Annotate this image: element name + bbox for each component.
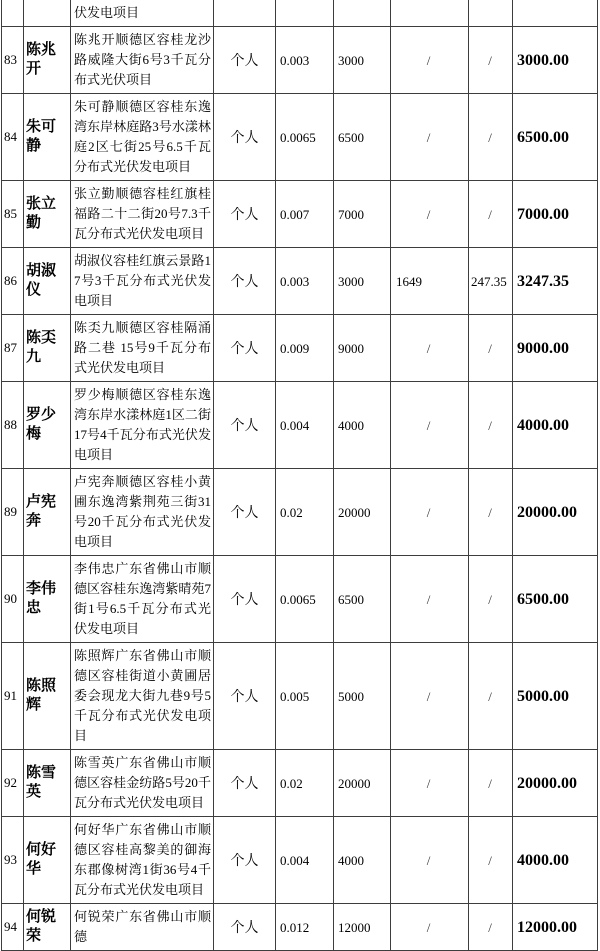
- table-row: [2, 469, 598, 556]
- amount-value: 4000: [334, 382, 391, 469]
- generation-value: /: [391, 315, 469, 382]
- applicant-type: 个人: [214, 750, 276, 817]
- row-index: 92: [2, 750, 24, 817]
- owner-name: 罗少梅: [24, 382, 71, 469]
- amount-value: 4000: [334, 817, 391, 904]
- owner-name: 陈兆开: [24, 27, 71, 94]
- capacity-value: [276, 0, 334, 27]
- generation-value: /: [391, 181, 469, 248]
- project-description: 张立勤顺德容桂红旗桂福路二十二街20号7.3千瓦分布式光伏发电项目: [71, 181, 214, 248]
- capacity-value: 0.0065: [276, 556, 334, 643]
- generation-amount: [469, 0, 513, 27]
- owner-name: 陈雪英: [24, 750, 71, 817]
- table-row-carryover: [2, 0, 598, 27]
- amount-value: 20000: [334, 750, 391, 817]
- applicant-type: 个人: [214, 248, 276, 315]
- total-amount: 20000.00: [513, 750, 598, 817]
- owner-name: 李伟忠: [24, 556, 71, 643]
- subsidy-table: [1, 0, 598, 951]
- owner-name: [24, 0, 71, 27]
- capacity-value: 0.004: [276, 817, 334, 904]
- table-row: [2, 817, 598, 904]
- project-description: 李伟忠广东省佛山市顺德区容桂东逸湾紫晴苑7街1号6.5千瓦分布式光伏发电项目: [71, 556, 214, 643]
- generation-amount: 247.35: [469, 248, 513, 315]
- capacity-value: 0.005: [276, 643, 334, 750]
- total-amount: 5000.00: [513, 643, 598, 750]
- row-index: 86: [2, 248, 24, 315]
- applicant-type: 个人: [214, 27, 276, 94]
- generation-value: /: [391, 382, 469, 469]
- generation-value: /: [391, 904, 469, 951]
- project-description: 罗少梅顺德区容桂东逸湾东岸水漾林庭1区二街17号4千瓦分布式光伏发电项目: [71, 382, 214, 469]
- applicant-type: [214, 0, 276, 27]
- row-index: [2, 0, 24, 27]
- total-amount: 4000.00: [513, 817, 598, 904]
- generation-value: /: [391, 556, 469, 643]
- capacity-value: 0.003: [276, 27, 334, 94]
- row-index: 91: [2, 643, 24, 750]
- owner-name: 胡淑仪: [24, 248, 71, 315]
- amount-value: 12000: [334, 904, 391, 951]
- row-index: 93: [2, 817, 24, 904]
- applicant-type: 个人: [214, 643, 276, 750]
- generation-value: /: [391, 469, 469, 556]
- project-description: 陈照辉广东省佛山市顺德区容桂街道小黄圃居委会现龙大街九巷9号5千瓦分布式光伏发电项目: [71, 643, 214, 750]
- owner-name: 何好华: [24, 817, 71, 904]
- table-row: [2, 750, 598, 817]
- generation-value: /: [391, 94, 469, 181]
- amount-value: 3000: [334, 27, 391, 94]
- generation-value: /: [391, 643, 469, 750]
- project-description: 伏发电项目: [71, 0, 214, 27]
- amount-value: 6500: [334, 94, 391, 181]
- generation-amount: /: [469, 817, 513, 904]
- capacity-value: 0.02: [276, 469, 334, 556]
- row-index: 87: [2, 315, 24, 382]
- amount-value: 5000: [334, 643, 391, 750]
- row-index: 89: [2, 469, 24, 556]
- capacity-value: 0.009: [276, 315, 334, 382]
- total-amount: 4000.00: [513, 382, 598, 469]
- table-row: [2, 556, 598, 643]
- project-description: 胡淑仪容桂红旗云景路17号3千瓦分布式光伏发电项目: [71, 248, 214, 315]
- generation-amount: /: [469, 904, 513, 951]
- owner-name: 何锐荣: [24, 904, 71, 951]
- row-index: 94: [2, 904, 24, 951]
- applicant-type: 个人: [214, 382, 276, 469]
- applicant-type: 个人: [214, 94, 276, 181]
- total-amount: 6500.00: [513, 556, 598, 643]
- applicant-type: 个人: [214, 315, 276, 382]
- generation-value: 1649: [391, 248, 469, 315]
- project-description: 陈奀九顺德区容桂隔涌路二巷 15号9千瓦分布式光伏发电项目: [71, 315, 214, 382]
- table-row: [2, 904, 598, 951]
- amount-value: [334, 0, 391, 27]
- applicant-type: 个人: [214, 469, 276, 556]
- total-amount: [513, 0, 598, 27]
- row-index: 84: [2, 94, 24, 181]
- total-amount: 6500.00: [513, 94, 598, 181]
- generation-amount: /: [469, 181, 513, 248]
- amount-value: 20000: [334, 469, 391, 556]
- amount-value: 3000: [334, 248, 391, 315]
- project-description: 陈雪英广东省佛山市顺德区容桂金纺路5号20千瓦分布式光伏发电项目: [71, 750, 214, 817]
- generation-value: /: [391, 817, 469, 904]
- amount-value: 7000: [334, 181, 391, 248]
- generation-value: /: [391, 750, 469, 817]
- table-row: [2, 181, 598, 248]
- total-amount: 3000.00: [513, 27, 598, 94]
- amount-value: 6500: [334, 556, 391, 643]
- project-description: 卢宪奔顺德区容桂小黄圃东逸湾紫荆苑三街31号20千瓦分布式光伏发电项目: [71, 469, 214, 556]
- table-row: [2, 248, 598, 315]
- amount-value: 9000: [334, 315, 391, 382]
- generation-amount: /: [469, 315, 513, 382]
- owner-name: 卢宪奔: [24, 469, 71, 556]
- generation-amount: /: [469, 382, 513, 469]
- owner-name: 陈奀九: [24, 315, 71, 382]
- owner-name: 陈照辉: [24, 643, 71, 750]
- project-description: 何锐荣广东省佛山市顺德: [71, 904, 214, 951]
- applicant-type: 个人: [214, 181, 276, 248]
- total-amount: 20000.00: [513, 469, 598, 556]
- generation-amount: /: [469, 469, 513, 556]
- applicant-type: 个人: [214, 904, 276, 951]
- table-row: [2, 94, 598, 181]
- total-amount: 3247.35: [513, 248, 598, 315]
- row-index: 85: [2, 181, 24, 248]
- capacity-value: 0.0065: [276, 94, 334, 181]
- project-description: 朱可静顺德区容桂东逸湾东岸林庭路3号水漾林庭2区七街25号6.5千瓦分布式光伏发电项目: [71, 94, 214, 181]
- generation-amount: /: [469, 94, 513, 181]
- capacity-value: 0.012: [276, 904, 334, 951]
- project-description: 何好华广东省佛山市顺德区容桂高黎美的御海东郡像树湾1街36号4千瓦分布式光伏发电项目: [71, 817, 214, 904]
- total-amount: 9000.00: [513, 315, 598, 382]
- generation-value: [391, 0, 469, 27]
- total-amount: 7000.00: [513, 181, 598, 248]
- generation-value: /: [391, 27, 469, 94]
- generation-amount: /: [469, 27, 513, 94]
- applicant-type: 个人: [214, 817, 276, 904]
- table-row: [2, 315, 598, 382]
- table-row: [2, 27, 598, 94]
- table-row: [2, 382, 598, 469]
- capacity-value: 0.007: [276, 181, 334, 248]
- owner-name: 张立勤: [24, 181, 71, 248]
- capacity-value: 0.02: [276, 750, 334, 817]
- total-amount: 12000.00: [513, 904, 598, 951]
- generation-amount: /: [469, 750, 513, 817]
- generation-amount: /: [469, 556, 513, 643]
- applicant-type: 个人: [214, 556, 276, 643]
- table-row: [2, 643, 598, 750]
- capacity-value: 0.003: [276, 248, 334, 315]
- owner-name: 朱可静: [24, 94, 71, 181]
- generation-amount: /: [469, 643, 513, 750]
- capacity-value: 0.004: [276, 382, 334, 469]
- row-index: 83: [2, 27, 24, 94]
- project-description: 陈兆开顺德区容桂龙沙路威隆大街6号3千瓦分布式光伏项目: [71, 27, 214, 94]
- row-index: 90: [2, 556, 24, 643]
- row-index: 88: [2, 382, 24, 469]
